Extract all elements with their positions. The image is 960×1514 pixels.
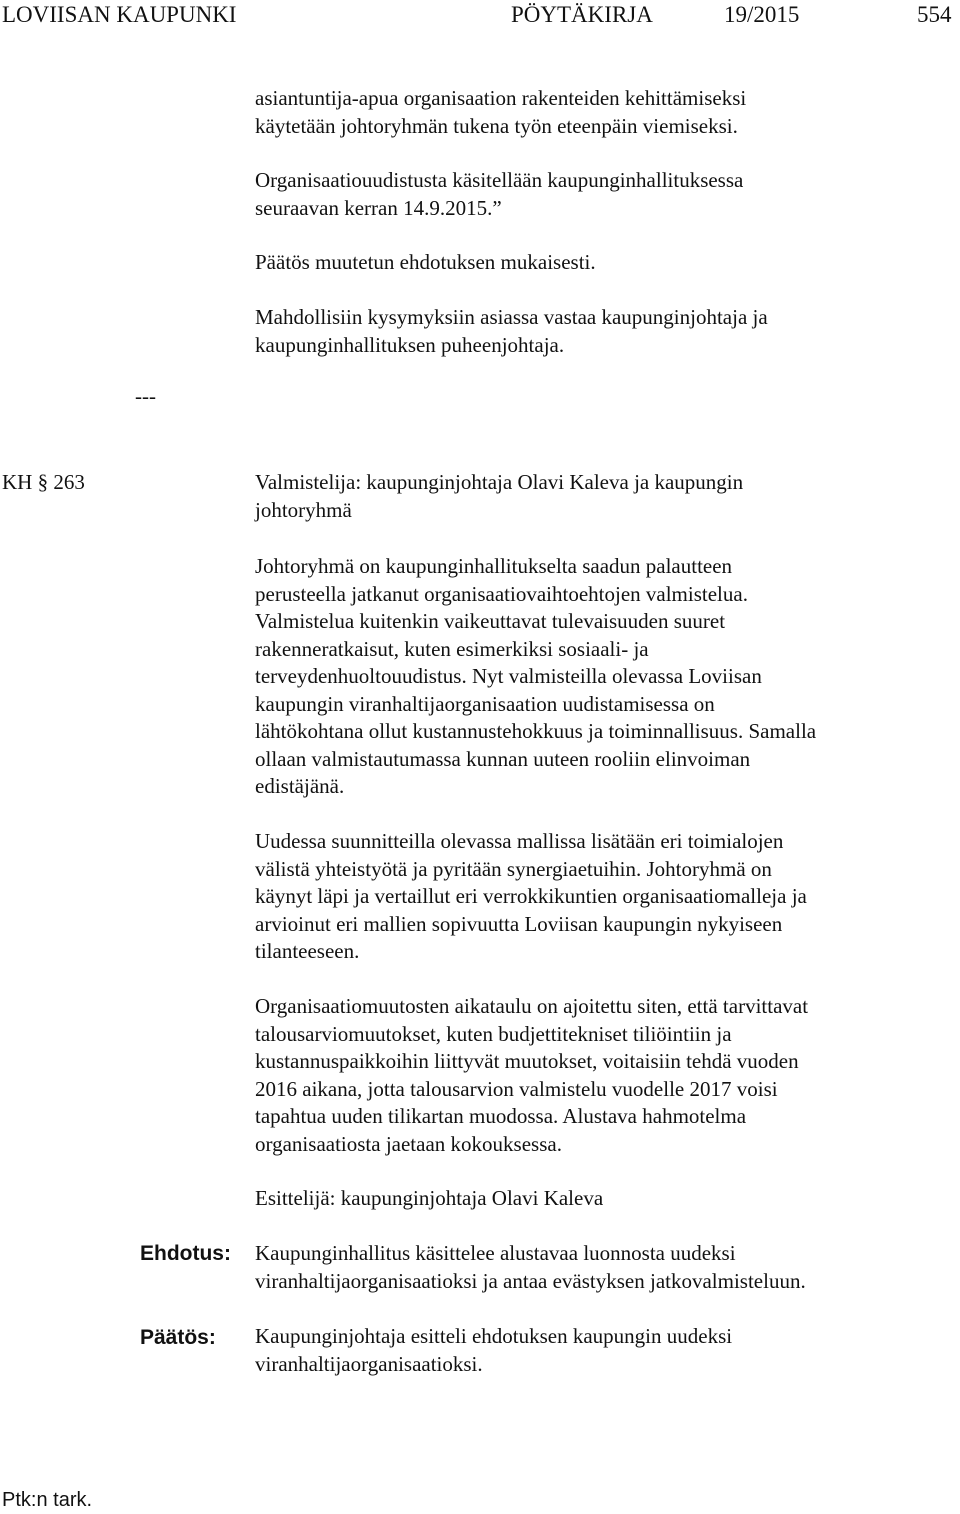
text-line: Valmistelija: kaupunginjohtaja Olavi Kaleva ja kaupungin (255, 470, 744, 494)
text-line: viranhaltijaorganisaatioksi ja antaa evästyksen jatkovalmisteluun. (255, 1268, 806, 1293)
text-line: tilanteeseen. (255, 939, 360, 963)
text-line: Kaupunginhallitus käsittelee alustavaa luonnosta uudeksi (255, 1241, 736, 1265)
text-line: organisaatiosta jaetaan kokouksessa. (255, 1131, 562, 1156)
text-line: kaupungin viranhaltijaorganisaation uudistamisessa on (255, 691, 715, 716)
text-line: välistä yhteistyötä ja pyritään synergiaetuihin. Johtoryhmä on (255, 856, 772, 881)
text-line: kaupunginhallituksen puheenjohtaja. (255, 332, 565, 357)
presenter (255, 1185, 945, 1213)
text-line: Kaupunginjohtaja esitteli ehdotuksen kaupungin uudeksi (255, 1324, 733, 1348)
text-line: 2016 aikana, jotta talousarvion valmistelu vuodelle 2017 voisi (255, 1076, 778, 1101)
text-line: seuraavan kerran 14.9.2015.” (255, 195, 502, 220)
prev-decision (255, 249, 945, 277)
prev-paragraph-1 (255, 85, 945, 140)
text-line: Organisaatiouudistusta käsitellään kaupunginhallituksessa (255, 168, 744, 192)
footer-note: Ptk:n tark. (2, 1489, 93, 1511)
text-line: kustannuspaikkoihin liittyvät muutokset, voitaisiin tehdä vuoden (255, 1049, 799, 1073)
text-line: viranhaltijaorganisaatioksi. (255, 1351, 483, 1376)
item-paragraph-2 (255, 828, 945, 966)
decision-text (255, 1323, 945, 1378)
header-page-number: 554 (917, 2, 952, 27)
item-paragraph-1 (255, 553, 945, 801)
proposal-label: Ehdotus: (140, 1242, 231, 1265)
text-line: talousarviomuutokset, kuten budjettitekniset tiliöintiin ja (255, 1021, 732, 1046)
text-line: ollaan valmistautumassa kunnan uuteen rooliin elinvoiman (255, 746, 751, 771)
text-line: Päätös muutetun ehdotuksen mukaisesti. (255, 250, 596, 274)
text-line: edistäjänä. (255, 774, 345, 798)
text-line: johtoryhmä (255, 497, 352, 522)
text-line: tapahtua uuden tilikartan muodossa. Alustava hahmotelma (255, 1104, 747, 1128)
prev-paragraph-2 (255, 167, 945, 222)
text-line: asiantuntija-apua organisaation rakenteiden kehittämiseksi (255, 86, 747, 110)
text-line: Mahdollisiin kysymyksiin asiassa vastaa kaupunginjohtaja ja (255, 305, 768, 329)
header-org: LOVIISAN KAUPUNKI (2, 2, 237, 27)
text-line: käynyt läpi ja vertaillut eri verrokkikuntien organisaatiomalleja ja (255, 884, 807, 908)
text-line: Uudessa suunnitteilla olevassa mallissa lisätään eri toimialojen (255, 829, 784, 853)
preparer (255, 469, 945, 524)
text-line: rakenneratkaisut, kuten esimerkiksi sosiaali- ja (255, 636, 649, 661)
text-line: Valmistelua kuitenkin vaikeuttavat tulevaisuuden suuret (255, 609, 726, 633)
header-doc-type: PÖYTÄKIRJA (511, 2, 653, 27)
item-paragraph-3 (255, 993, 945, 1158)
text-line: Johtoryhmä on kaupunginhallitukselta saadun palautteen (255, 554, 733, 578)
text-line: arvioinut eri mallien sopivuutta Loviisan kaupungin nykyiseen (255, 911, 783, 936)
text-line: Esittelijä: kaupunginjohtaja Olavi Kaleva (255, 1186, 604, 1210)
proposal-text (255, 1240, 945, 1295)
text-line: Organisaatiomuutosten aikataulu on ajoitettu siten, että tarvittavat (255, 994, 809, 1018)
text-line: käytetään johtoryhmän tukena työn eteenpäin viemiseksi. (255, 113, 738, 138)
section-separator: --- (135, 384, 156, 408)
text-line: perusteella jatkanut organisaatiovaihtoehtojen valmistelua. (255, 581, 748, 606)
decision-label: Päätös: (140, 1326, 216, 1349)
text-line: terveydenhuoltouudistus. Nyt valmisteilla olevassa Loviisan (255, 664, 762, 688)
item-id: KH § 263 (2, 470, 85, 494)
text-line: lähtökohtana ollut kustannustehokkuus ja toiminnallisuus. Samalla (255, 719, 817, 743)
header-issue: 19/2015 (724, 2, 800, 27)
prev-paragraph-3 (255, 304, 945, 359)
